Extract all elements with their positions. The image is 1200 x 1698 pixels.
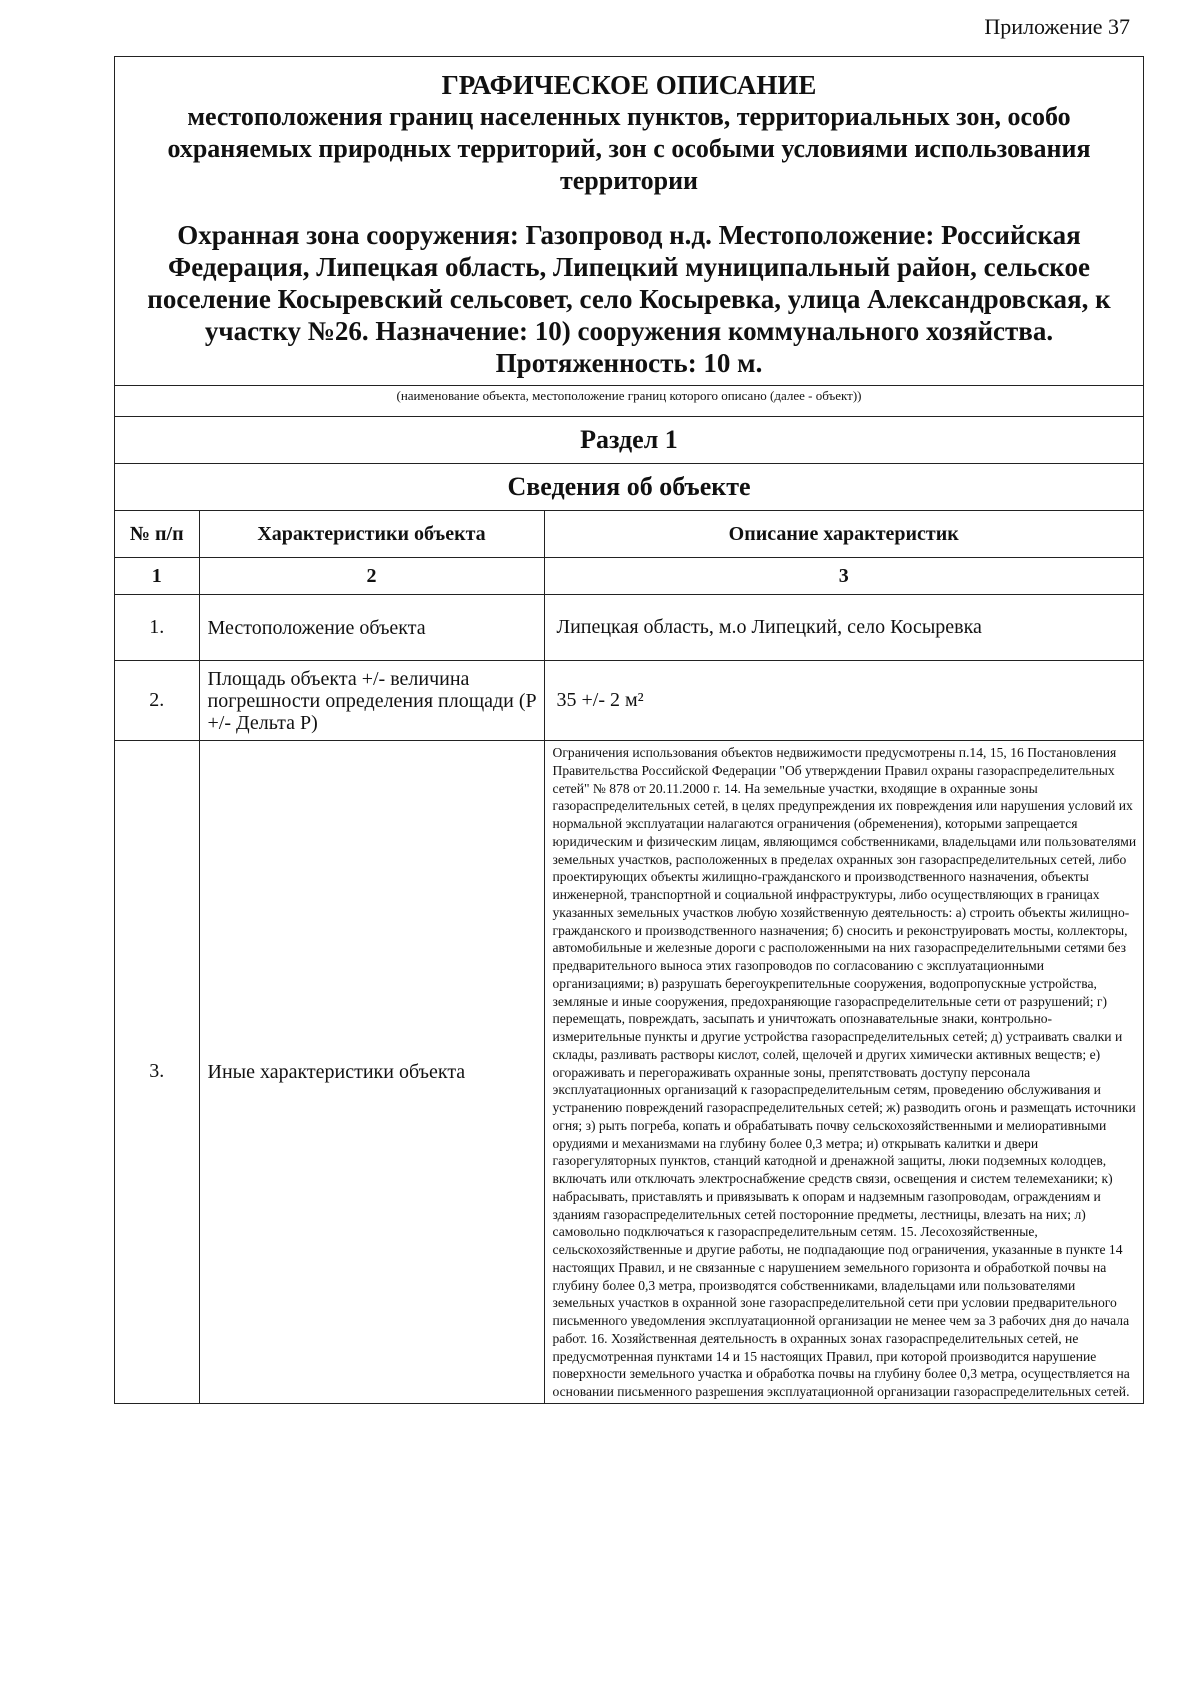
table-row — [115, 661, 1143, 741]
document-frame — [114, 56, 1144, 1404]
row-number: 3. — [115, 741, 199, 1403]
column-number-row — [115, 558, 1143, 595]
column-number: 1 — [115, 558, 199, 595]
row-number: 1. — [115, 595, 199, 661]
document-subtitle: местоположения границ населенных пунктов, территориальных зон, особо охраняемых природных территорий, зон с особыми условиями использования территории — [167, 102, 1091, 195]
object-caption: (наименование объекта, местоположение границ которого описано (далее - объект)) — [115, 385, 1143, 416]
table-header-row — [115, 511, 1143, 558]
section-title: Раздел 1 — [115, 417, 1143, 464]
section-subtitle: Сведения об объекте — [115, 464, 1143, 511]
row-characteristic: Местоположение объекта — [199, 595, 544, 661]
column-header-characteristic: Характеристики объекта — [199, 511, 544, 558]
row-description: Липецкая область, м.о Липецкий, село Косыревка — [544, 595, 1143, 661]
row-characteristic: Иные характеристики объекта — [199, 741, 544, 1403]
column-header-number: № п/п — [115, 511, 199, 558]
row-number: 2. — [115, 661, 199, 741]
table-row — [115, 595, 1143, 661]
row-description: 35 +/- 2 м² — [544, 661, 1143, 741]
column-number: 2 — [199, 558, 544, 595]
document-title: ГРАФИЧЕСКОЕ ОПИСАНИЕ — [441, 70, 817, 100]
row-characteristic: Площадь объекта +/- величина погрешности определения площади (P +/- Дельта P) — [199, 661, 544, 741]
appendix-label: Приложение 37 — [984, 14, 1130, 39]
object-table — [115, 416, 1143, 1403]
document-header — [115, 57, 1143, 385]
column-header-description: Описание характеристик — [544, 511, 1143, 558]
column-number: 3 — [544, 558, 1143, 595]
object-name: Охранная зона сооружения: Газопровод н.д. Местоположение: Российская Федерация, Липецкая область, Липецкий муниципальный район, сельское поселение Косыревский сельсовет, село Косыревка, улица Александровская, к участку №26. Назначение: 10) сооружения коммунального хозяйства. Протяженность: 10 м. — [147, 220, 1111, 378]
row-description: Ограничения использования объектов недвижимости предусмотрены п.14, 15, 16 Постановления Правительства Российской Федерации "Об утверждении Правил охраны газораспределительных сетей" № 878 от 20.11.2000 г. 14. На земельные участки, входящие в охранные зоны газораспределительных сетей, в целях предупреждения их повреждения или нарушения условий их нормальной эксплуатации налагаются ограничения (обременения), которыми запрещается юридическим и физическим лицам, являющимся собственниками, владельцами или пользователями земельных участков, расположенных в пределах охранных зон газораспределительных сетей, либо проектирующих объекты жилищно-гражданского и производственного назначения, объекты инженерной, транспортной и социальной инфраструктуры, либо осуществляющих в границах указанных земельных участков любую хозяйственную деятельность: а) строить объекты жилищно-гражданского и производственного назначения; б) сносить и реконструировать мосты, коллекторы, автомобильные и железные дороги с расположенными на них газораспределительными сетями без предварительного выноса этих газопроводов по согласованию с эксплуатационными организациями; в) разрушать берегоукрепительные сооружения, водопропускные устройства, земляные и иные сооружения, предохраняющие газораспределительные сети от разрушений; г) перемещать, повреждать, засыпать и уничтожать опознавательные знаки, контрольно-измерительные пункты и другие устройства газораспределительных сетей; д) устраивать свалки и склады, разливать растворы кислот, солей, щелочей и других химически активных веществ; е) огораживать и перегораживать охранные зоны, препятствовать доступу персонала эксплуатационных организаций к газораспределительным сетям, проведению обслуживания и устранению повреждений газораспределительных сетей; ж) разводить огонь и размещать источники огня; з) рыть погреба, копать и обрабатывать почву сельскохозяйственными и мелиоративными орудиями и механизмами на глубину более 0,3 метра; и) открывать калитки и двери газорегуляторных пунктов, станций катодной и дренажной защиты, люки подземных колодцев, включать или отключать электроснабжение средств связи, освещения и систем телемеханики; к) набрасывать, приставлять и привязывать к опорам и надземным газопроводам, ограждениям и зданиям газораспределительных сетей посторонние предметы, лестницы, влезать на них; л) самовольно подключаться к газораспределительным сетям. 15. Лесохозяйственные, сельскохозяйственные и другие работы, не подпадающие под ограничения, указанные в пункте 14 настоящих Правил, и не связанные с нарушением земельного горизонта и обработкой почвы на глубину более 0,3 метра, производятся собственниками, владельцами или пользователями земельных участков в охранной зоне газораспределительной сети при условии предварительного письменного уведомления эксплуатационной организации не менее чем за 3 рабочих дня до начала работ. 16. Хозяйственная деятельность в охранных зонах газораспределительных сетей, не предусмотренная пунктами 14 и 15 настоящих Правил, при которой производится нарушение поверхности земельного участка и обработка почвы на глубину более 0,3 метра, осуществляется на основании письменного разрешения эксплуатационной организации газораспределительных сетей. — [544, 741, 1143, 1403]
table-row — [115, 741, 1143, 1403]
